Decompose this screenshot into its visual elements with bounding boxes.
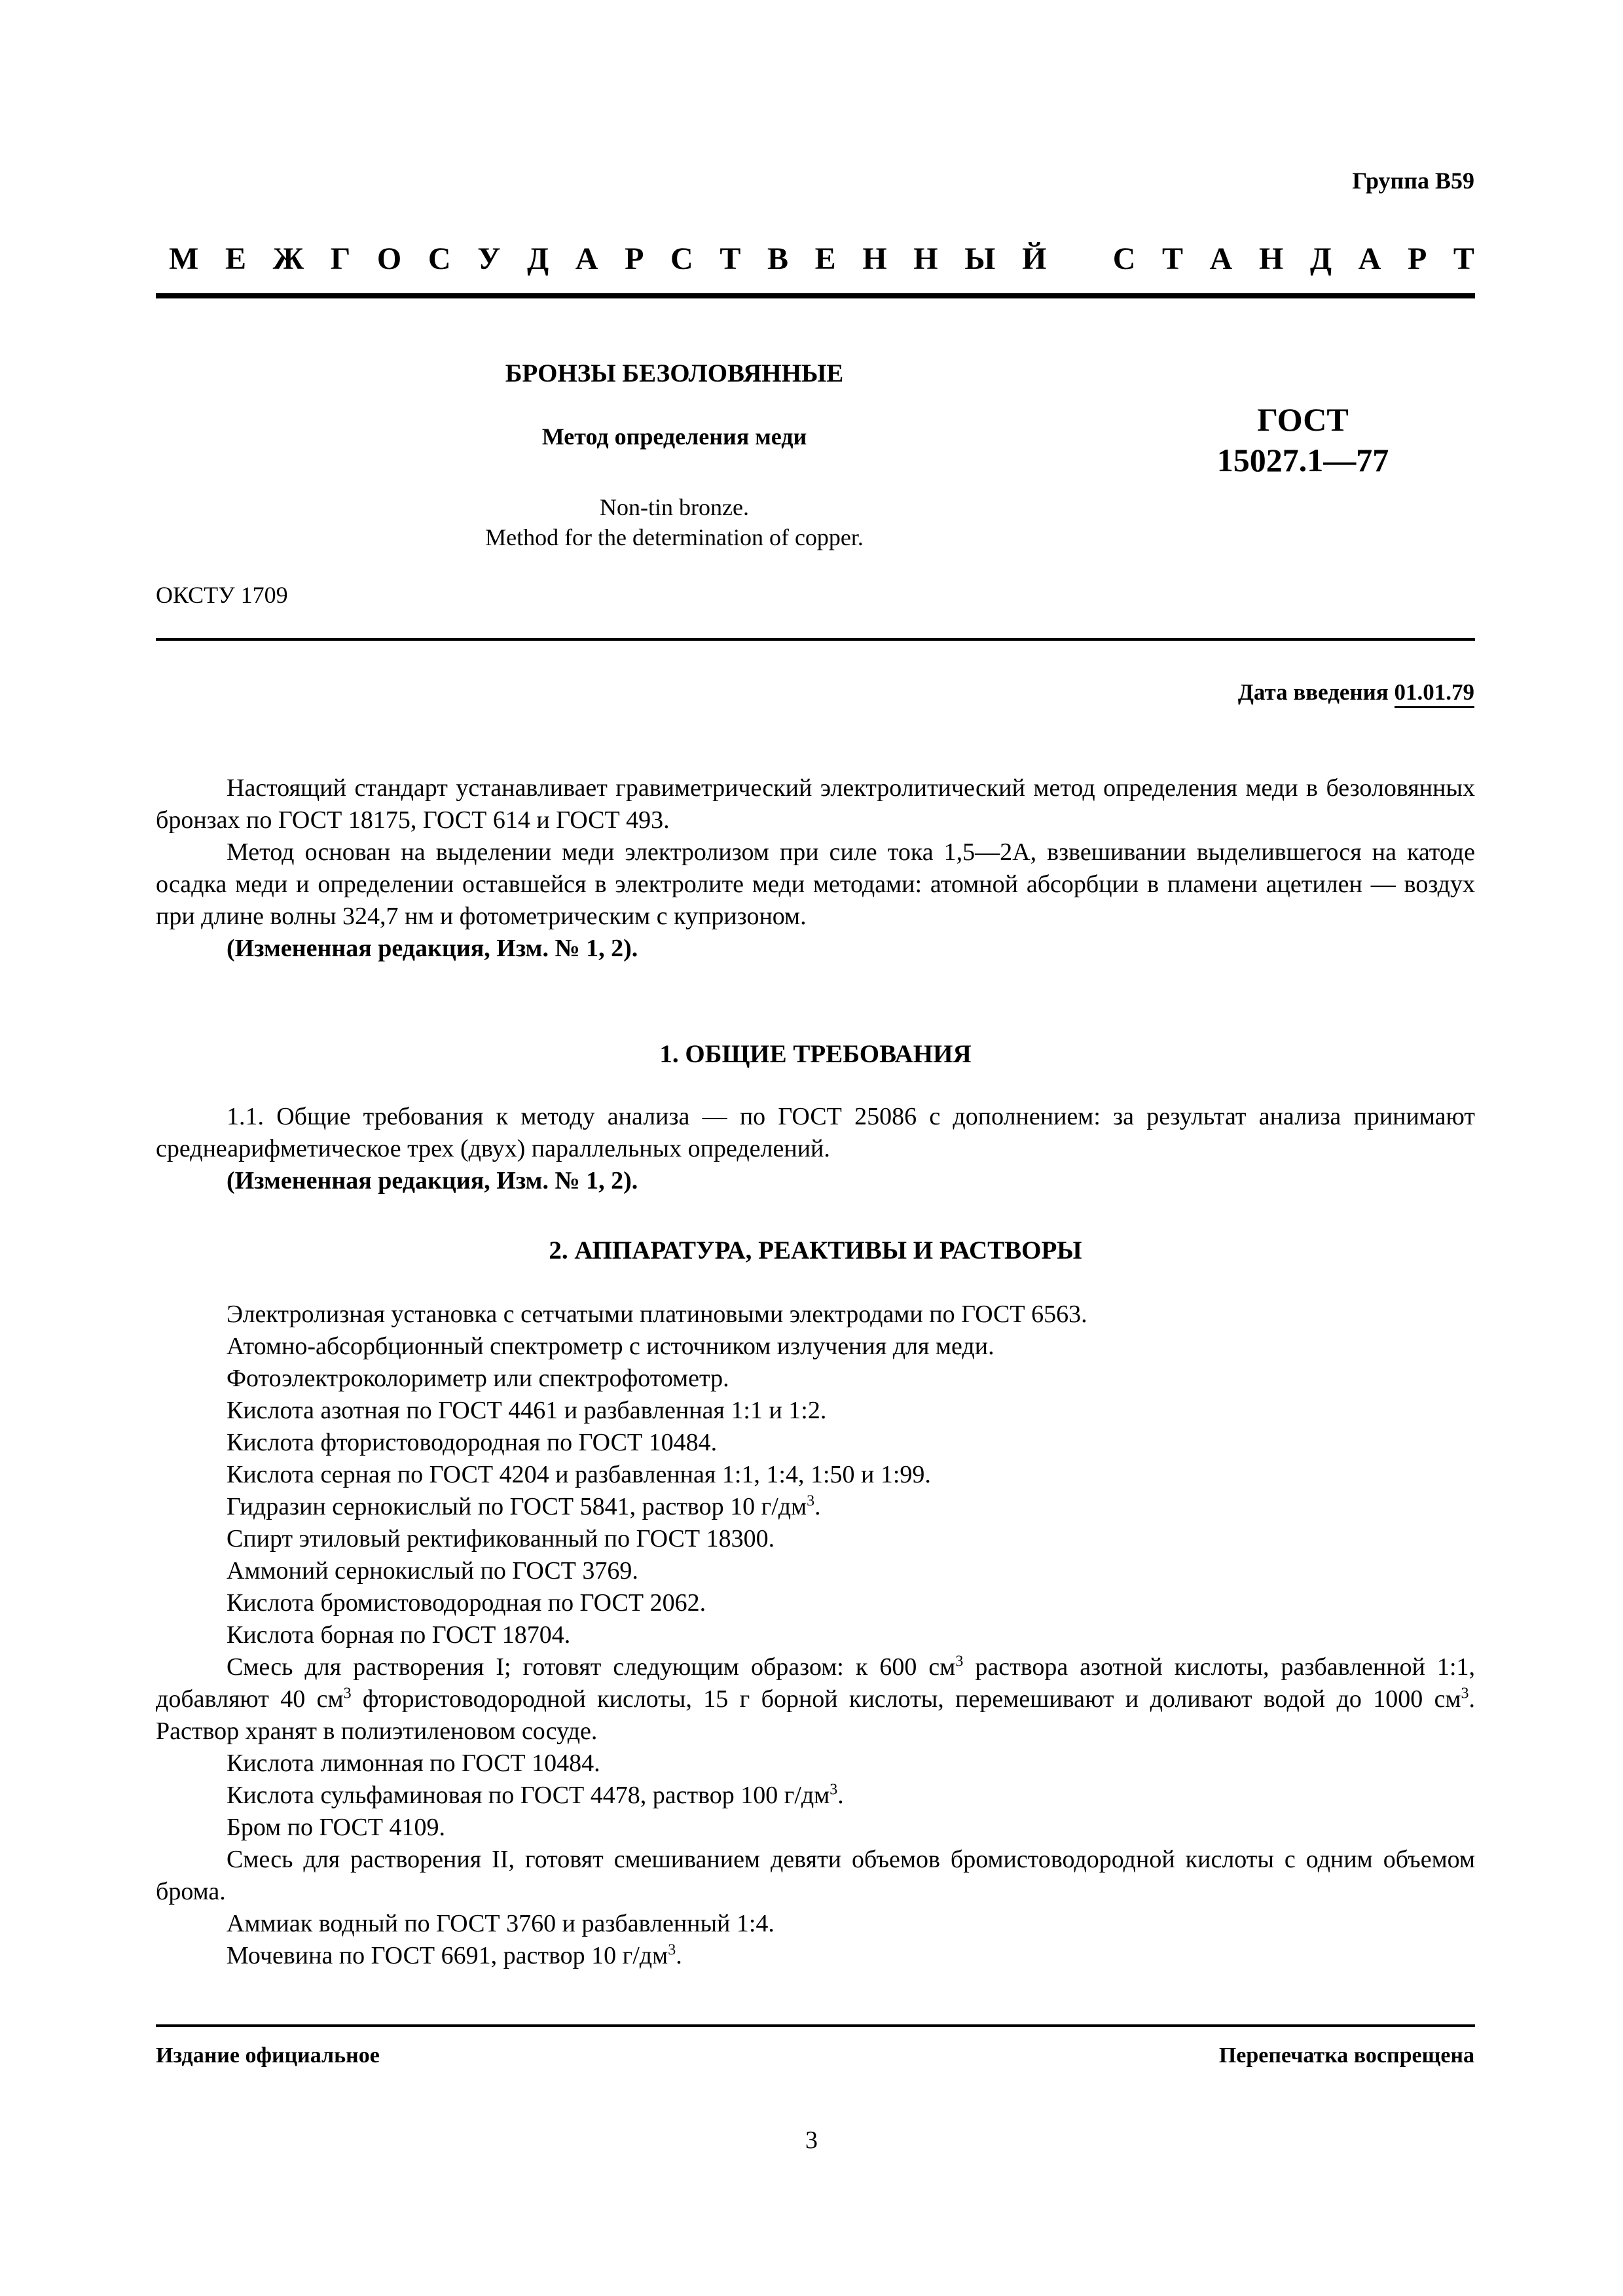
heading-letter: А <box>1358 242 1381 276</box>
heading-letter: Т <box>1453 242 1474 276</box>
date-value: 01.01.79 <box>1395 679 1475 708</box>
intro-paragraph-2: Метод основан на выделении меди электролизом при силе тока 1,5—2А, взвешивании выделившегося на катоде осадка меди и определении оставшейся в электролите меди методами: атомной абсорбции в пламени ацетилен — воздух при длине волны 324,7 нм и фотометрическим с купризоном. <box>156 838 1475 930</box>
section-1-block <box>156 1101 1475 1197</box>
list-item: Аммиак водный по ГОСТ 3760 и разбавленный 1:4. <box>227 1910 775 1937</box>
list-item: Спирт этиловый ректификованный по ГОСТ 18300. <box>227 1525 775 1552</box>
mixture-1-paragraph: Смесь для растворения I; готовят следующим образом: к 600 $см^3$ раствора азотной кислоты, разбавленной 1:1, добавляют 40 $см^3$ фтористоводородной кислоты, 15 г борной кислоты, перемешивают и доливают водой до 1000 $см^3$. Раствор хранят в полиэтиленовом сосуде. <box>156 1653 1475 1745</box>
list-item: Кислота серная по ГОСТ 4204 и разбавленная 1:1, 1:4, 1:50 и 1:99. <box>227 1461 931 1488</box>
heading-letter: С <box>670 242 693 276</box>
date-label: Дата введения <box>1237 679 1389 705</box>
heading-gap <box>1073 241 1086 277</box>
list-item: Кислота сульфаминовая по ГОСТ 4478, раствор 100 $г/дм^3$. <box>227 1781 844 1809</box>
section-2-title: 2. АППАРАТУРА, РЕАКТИВЫ И РАСТВОРЫ <box>549 1236 1082 1265</box>
intro-paragraph-1: Настоящий стандарт устанавливает гравиметрический электролитический метод определения меди в безоловянных бронзах по ГОСТ 18175, ГОСТ 614 и ГОСТ 493. <box>156 774 1475 834</box>
heading-letter: Т <box>720 242 741 276</box>
mixture-2-paragraph: Смесь для растворения II, готовят смешиванием девяти объемов бромистоводородной кислоты с одним объемом брома. <box>156 1846 1475 1905</box>
heading-letter: Р <box>1407 242 1427 276</box>
heading-letter: Д <box>1309 242 1332 276</box>
english-title <box>327 492 1021 552</box>
heading-letter: Н <box>913 242 938 276</box>
gost-designation <box>1172 399 1434 480</box>
heading-letter: У <box>477 242 501 276</box>
list-item: Электролизная установка с сетчатыми платиновыми электродами по ГОСТ 6563. <box>227 1300 1087 1328</box>
group-code: Группа В59 <box>1352 168 1474 194</box>
document-title: БРОНЗЫ БЕЗОЛОВЯННЫЕ <box>505 359 844 387</box>
english-title-line1: Non-tin bronze. <box>600 494 749 520</box>
list-item: Кислота лимонная по ГОСТ 10484. <box>227 1749 600 1777</box>
heading-letter: О <box>376 242 402 276</box>
heading-letter: Е <box>225 242 246 276</box>
page-number: 3 <box>805 2126 818 2154</box>
heading-letter: Ж <box>272 242 304 276</box>
header-rule <box>156 293 1475 298</box>
section-2-list <box>156 1299 1475 1972</box>
footer-rule <box>156 2024 1475 2027</box>
heading-letter: Т <box>1162 242 1184 276</box>
heading-letter: Г <box>330 242 351 276</box>
reprint-prohibited-label: Перепечатка воспрещена <box>1218 2043 1474 2068</box>
intro-block <box>156 772 1475 965</box>
list-item: Мочевина по ГОСТ 6691, раствор 10 $г/дм^3$. <box>227 1941 682 1969</box>
heading-letter: М <box>169 242 199 276</box>
heading-letter: С <box>428 242 451 276</box>
heading-letter: Е <box>814 242 836 276</box>
heading-letter: А <box>575 242 598 276</box>
english-title-line2: Method for the determination of copper. <box>485 524 864 550</box>
heading-letter: А <box>1209 242 1233 276</box>
intro-revision-note: (Измененная редакция, Изм. № 1, 2). <box>227 935 638 962</box>
heading-letter: В <box>767 242 789 276</box>
title-rule <box>156 638 1475 641</box>
section-1-revision-note: (Измененная редакция, Изм. № 1, 2). <box>227 1167 638 1194</box>
list-item: Гидразин сернокислый по ГОСТ 5841, раствор 10 $г/дм^3$. <box>227 1492 821 1520</box>
list-item: Кислота бромистоводородная по ГОСТ 2062. <box>227 1589 706 1617</box>
heading-letter: Ы <box>964 242 996 276</box>
section-1-title: 1. ОБЩИЕ ТРЕБОВАНИЯ <box>659 1040 972 1068</box>
heading-letter: Н <box>1258 242 1284 276</box>
heading-letter: Р <box>625 242 644 276</box>
list-item: Кислота азотная по ГОСТ 4461 и разбавленная 1:1 и 1:2. <box>227 1397 827 1424</box>
heading-letter: С <box>1112 242 1136 276</box>
section-1-paragraph: 1.1. Общие требования к методу анализа — по ГОСТ 25086 с дополнением: за результат анализа принимают среднеарифметическое трех (двух) параллельных определений. <box>156 1103 1475 1162</box>
gost-label: ГОСТ <box>1257 401 1349 438</box>
list-item: Фотоэлектроколориметр или спектрофотометр. <box>227 1365 729 1392</box>
official-edition-label: Издание официальное <box>156 2043 380 2068</box>
heading-letter: Д <box>527 242 549 276</box>
heading-letter: Н <box>862 242 887 276</box>
okstu-code: ОКСТУ 1709 <box>156 582 288 608</box>
list-item: Аммоний сернокислый по ГОСТ 3769. <box>227 1557 638 1585</box>
list-item: Бром по ГОСТ 4109. <box>227 1814 445 1841</box>
heading-letter: Й <box>1022 242 1047 276</box>
list-item: Кислота борная по ГОСТ 18704. <box>227 1621 571 1649</box>
gost-number: 15027.1—77 <box>1216 442 1389 478</box>
list-item: Кислота фтористоводородная по ГОСТ 10484. <box>227 1429 718 1456</box>
list-item: Атомно-абсорбционный спектрометр с источником излучения для меди. <box>227 1333 994 1360</box>
document-subtitle: Метод определения меди <box>541 423 807 450</box>
interstate-standard-heading <box>169 241 1474 277</box>
introduction-date <box>1238 679 1474 706</box>
